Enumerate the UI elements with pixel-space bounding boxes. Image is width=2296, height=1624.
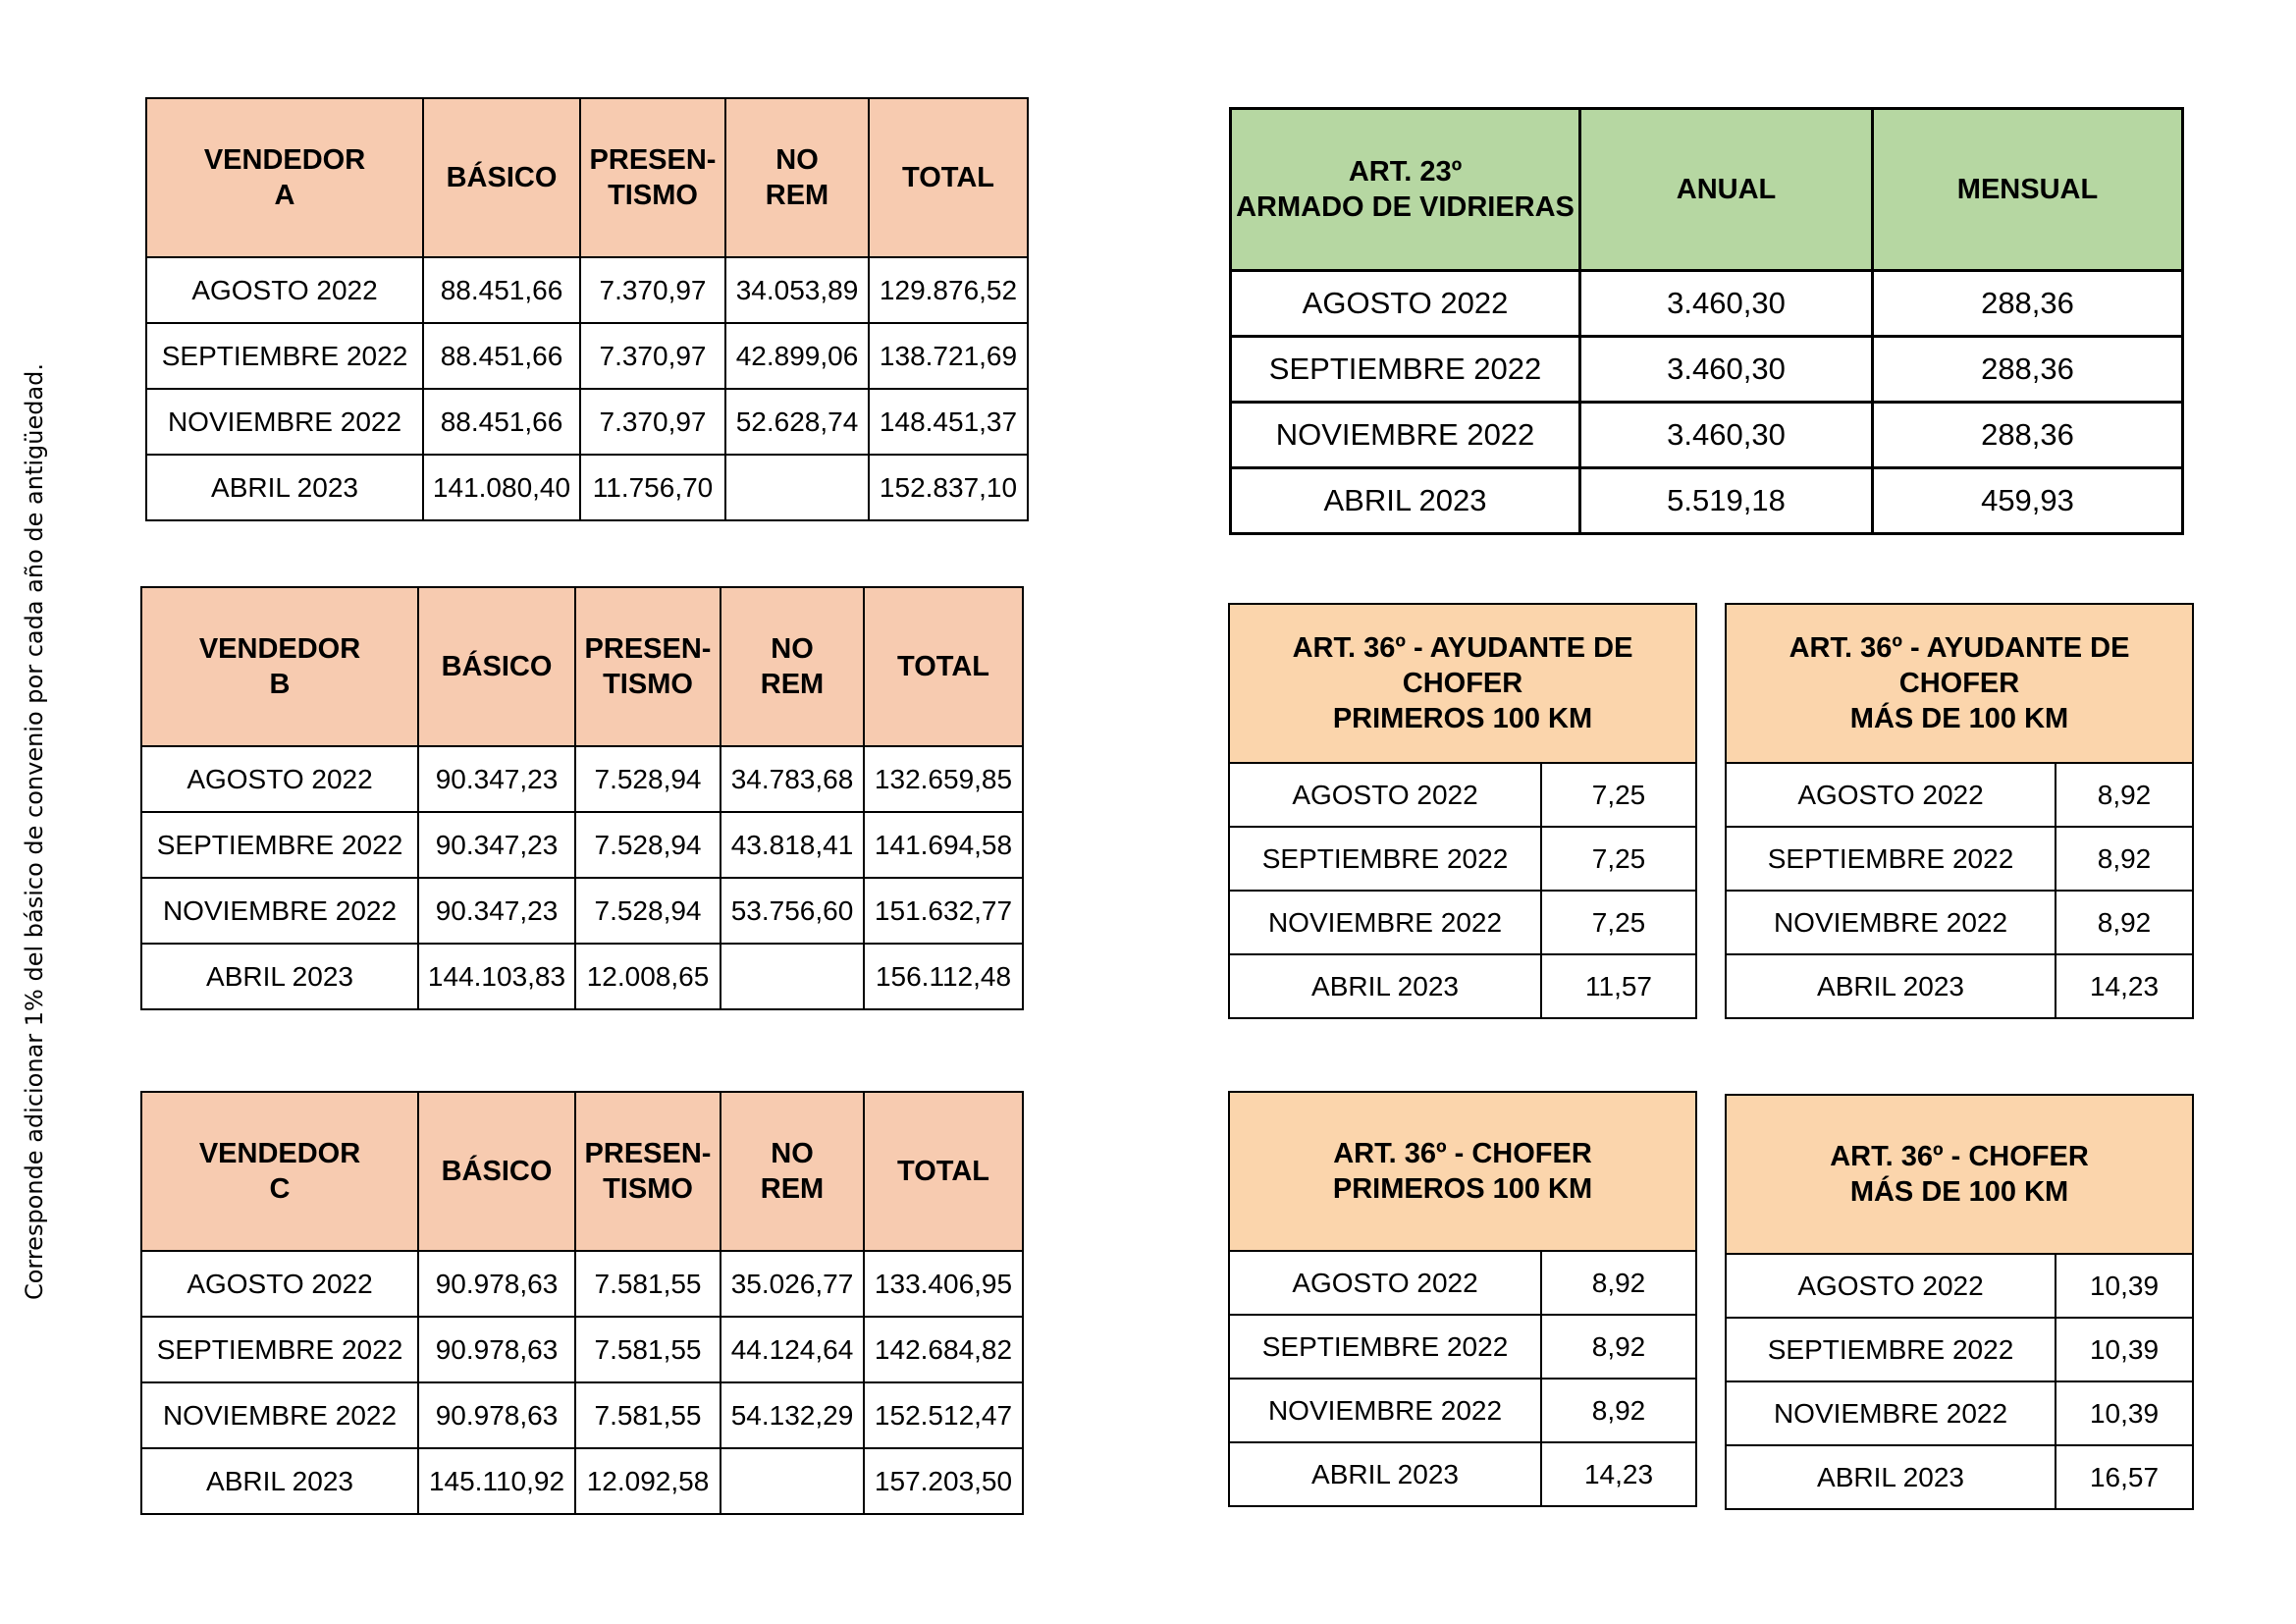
cell-mes: AGOSTO 2022 [141,746,418,812]
header-vendedor: VENDEDOR B [141,587,418,746]
header-total: TOTAL [864,587,1023,746]
cell-anual: 5.519,18 [1580,468,1873,534]
cell-valor: 10,39 [2056,1381,2193,1445]
cell-basico: 88.451,66 [423,323,580,389]
table-art23 [1229,107,2184,535]
cell-mes: NOVIEMBRE 2022 [1726,1381,2056,1445]
table-row [1229,954,1696,1018]
table-row [1229,1251,1696,1315]
cell-valor: 16,57 [2056,1445,2193,1509]
cell-valor: 7,25 [1541,763,1696,827]
cell-basico: 88.451,66 [423,389,580,455]
table-row [146,455,1028,520]
table-row [1726,1254,2193,1318]
cell-total: 156.112,48 [864,944,1023,1009]
cell-mes: ABRIL 2023 [1726,1445,2056,1509]
table-art36-ayudante-mas [1725,603,2194,1019]
cell-presentismo: 11.756,70 [580,455,725,520]
header-row [1726,604,2193,763]
cell-valor: 14,23 [1541,1442,1696,1506]
cell-presentismo: 7.581,55 [575,1251,721,1317]
cell-mes: NOVIEMBRE 2022 [1726,891,2056,954]
cell-total: 138.721,69 [869,323,1028,389]
cell-valor: 8,92 [1541,1315,1696,1379]
table-row [1726,1381,2193,1445]
cell-total: 141.694,58 [864,812,1023,878]
cell-basico: 90.347,23 [418,812,575,878]
header-presentismo: PRESEN- TISMO [580,98,725,257]
cell-valor: 11,57 [1541,954,1696,1018]
cell-valor: 8,92 [2056,763,2193,827]
cell-basico: 90.347,23 [418,746,575,812]
cell-total: 152.837,10 [869,455,1028,520]
cell-mensual: 459,93 [1873,468,2183,534]
cell-valor: 10,39 [2056,1254,2193,1318]
table-row [1229,1442,1696,1506]
header-total: TOTAL [869,98,1028,257]
table-row [1231,468,2183,534]
cell-mes: SEPTIEMBRE 2022 [141,812,418,878]
cell-no-rem: 44.124,64 [721,1317,864,1382]
header-row [146,98,1028,257]
cell-mes: NOVIEMBRE 2022 [146,389,423,455]
header-mensual: MENSUAL [1873,109,2183,271]
cell-basico: 90.978,63 [418,1251,575,1317]
cell-mes: AGOSTO 2022 [1229,1251,1541,1315]
cell-mes: AGOSTO 2022 [141,1251,418,1317]
cell-total: 157.203,50 [864,1448,1023,1514]
table-row [1726,1318,2193,1381]
header-row [1229,604,1696,763]
table-row [141,1317,1023,1382]
table-row [141,1382,1023,1448]
header-row [1229,1092,1696,1251]
cell-anual: 3.460,30 [1580,271,1873,337]
table-row [146,257,1028,323]
cell-mes: AGOSTO 2022 [1726,763,2056,827]
table-row [1726,1445,2193,1509]
cell-presentismo: 7.370,97 [580,389,725,455]
cell-anual: 3.460,30 [1580,337,1873,403]
cell-no-rem: 43.818,41 [721,812,864,878]
header-no-rem: NO REM [721,587,864,746]
cell-total: 148.451,37 [869,389,1028,455]
cell-mes: AGOSTO 2022 [1229,763,1541,827]
cell-mes: ABRIL 2023 [146,455,423,520]
cell-mes: ABRIL 2023 [1231,468,1580,534]
table-row [141,944,1023,1009]
cell-no-rem: 54.132,29 [721,1382,864,1448]
cell-total: 151.632,77 [864,878,1023,944]
table-row [1726,763,2193,827]
table-row [1229,1315,1696,1379]
cell-presentismo: 12.092,58 [575,1448,721,1514]
table-art36-ayudante-primeros [1228,603,1697,1019]
cell-mes: NOVIEMBRE 2022 [141,1382,418,1448]
header-basico: BÁSICO [423,98,580,257]
cell-mes: ABRIL 2023 [1229,1442,1541,1506]
header-row [141,587,1023,746]
cell-presentismo: 7.581,55 [575,1382,721,1448]
table-row [1726,827,2193,891]
cell-mes: SEPTIEMBRE 2022 [1726,1318,2056,1381]
cell-presentismo: 7.528,94 [575,812,721,878]
cell-basico: 90.978,63 [418,1317,575,1382]
header-no-rem: NO REM [721,1092,864,1251]
table-row [1231,403,2183,468]
cell-total: 152.512,47 [864,1382,1023,1448]
cell-mes: ABRIL 2023 [1726,954,2056,1018]
table-vendedor-b [140,586,1024,1010]
cell-valor: 8,92 [2056,827,2193,891]
table-row [146,323,1028,389]
table-row [1726,954,2193,1018]
table-art36-chofer-primeros [1228,1091,1697,1507]
header-art36: ART. 36º - AYUDANTE DE CHOFER PRIMEROS 100 KM [1229,604,1696,763]
table-vendedor-a [145,97,1029,521]
cell-no-rem: 42.899,06 [725,323,869,389]
header-presentismo: PRESEN- TISMO [575,1092,721,1251]
table-row [1229,827,1696,891]
cell-mes: ABRIL 2023 [141,1448,418,1514]
cell-mes: SEPTIEMBRE 2022 [1229,1315,1541,1379]
cell-total: 133.406,95 [864,1251,1023,1317]
header-no-rem: NO REM [725,98,869,257]
cell-no-rem [725,455,869,520]
cell-basico: 88.451,66 [423,257,580,323]
header-total: TOTAL [864,1092,1023,1251]
cell-no-rem: 52.628,74 [725,389,869,455]
table-row [141,746,1023,812]
table-row [1229,1379,1696,1442]
cell-mes: NOVIEMBRE 2022 [1231,403,1580,468]
cell-basico: 145.110,92 [418,1448,575,1514]
cell-mes: NOVIEMBRE 2022 [141,878,418,944]
cell-no-rem: 35.026,77 [721,1251,864,1317]
header-basico: BÁSICO [418,587,575,746]
header-vendedor: VENDEDOR A [146,98,423,257]
table-row [141,1251,1023,1317]
cell-mes: NOVIEMBRE 2022 [1229,891,1541,954]
cell-mes: SEPTIEMBRE 2022 [1229,827,1541,891]
cell-mes: SEPTIEMBRE 2022 [146,323,423,389]
cell-mes: SEPTIEMBRE 2022 [1231,337,1580,403]
cell-mes: SEPTIEMBRE 2022 [141,1317,418,1382]
cell-anual: 3.460,30 [1580,403,1873,468]
header-row [141,1092,1023,1251]
header-row [1231,109,2183,271]
header-row [1726,1095,2193,1254]
table-row [1229,891,1696,954]
cell-mes: AGOSTO 2022 [1231,271,1580,337]
cell-total: 132.659,85 [864,746,1023,812]
cell-no-rem: 53.756,60 [721,878,864,944]
cell-presentismo: 7.370,97 [580,323,725,389]
cell-mensual: 288,36 [1873,271,2183,337]
cell-total: 142.684,82 [864,1317,1023,1382]
table-row [1726,891,2193,954]
cell-basico: 90.347,23 [418,878,575,944]
table-row [1231,271,2183,337]
cell-no-rem [721,1448,864,1514]
table-row [141,878,1023,944]
cell-valor: 7,25 [1541,891,1696,954]
table-row [1231,337,2183,403]
header-presentismo: PRESEN- TISMO [575,587,721,746]
header-art36: ART. 36º - CHOFER MÁS DE 100 KM [1726,1095,2193,1254]
cell-valor: 8,92 [1541,1251,1696,1315]
cell-presentismo: 7.581,55 [575,1317,721,1382]
header-vendedor: VENDEDOR C [141,1092,418,1251]
cell-basico: 144.103,83 [418,944,575,1009]
cell-basico: 90.978,63 [418,1382,575,1448]
table-row [141,1448,1023,1514]
cell-total: 129.876,52 [869,257,1028,323]
cell-mensual: 288,36 [1873,337,2183,403]
cell-presentismo: 7.528,94 [575,746,721,812]
side-note: Corresponde adicionar 1% del básico de convenio por cada año de antigüedad. [21,362,48,1301]
cell-presentismo: 12.008,65 [575,944,721,1009]
header-art36: ART. 36º - AYUDANTE DE CHOFER MÁS DE 100 KM [1726,604,2193,763]
header-basico: BÁSICO [418,1092,575,1251]
table-row [146,389,1028,455]
cell-mes: NOVIEMBRE 2022 [1229,1379,1541,1442]
cell-valor: 10,39 [2056,1318,2193,1381]
cell-mes: AGOSTO 2022 [146,257,423,323]
cell-valor: 8,92 [2056,891,2193,954]
cell-mensual: 288,36 [1873,403,2183,468]
table-vendedor-c [140,1091,1024,1515]
table-row [1229,763,1696,827]
cell-valor: 7,25 [1541,827,1696,891]
cell-no-rem: 34.053,89 [725,257,869,323]
header-art23: ART. 23º ARMADO DE VIDRIERAS [1231,109,1580,271]
cell-presentismo: 7.528,94 [575,878,721,944]
cell-mes: ABRIL 2023 [1229,954,1541,1018]
cell-mes: SEPTIEMBRE 2022 [1726,827,2056,891]
table-row [141,812,1023,878]
cell-valor: 14,23 [2056,954,2193,1018]
cell-mes: ABRIL 2023 [141,944,418,1009]
header-anual: ANUAL [1580,109,1873,271]
cell-mes: AGOSTO 2022 [1726,1254,2056,1318]
cell-no-rem: 34.783,68 [721,746,864,812]
cell-presentismo: 7.370,97 [580,257,725,323]
table-art36-chofer-mas [1725,1094,2194,1510]
cell-basico: 141.080,40 [423,455,580,520]
cell-valor: 8,92 [1541,1379,1696,1442]
header-art36: ART. 36º - CHOFER PRIMEROS 100 KM [1229,1092,1696,1251]
cell-no-rem [721,944,864,1009]
